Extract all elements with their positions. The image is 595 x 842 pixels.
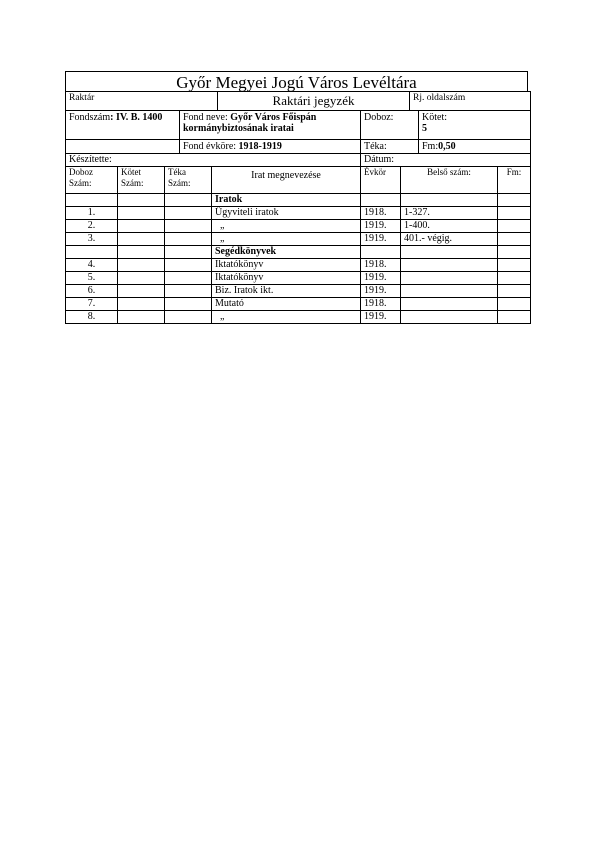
teka-cell xyxy=(165,246,212,259)
table-row xyxy=(66,259,531,272)
irat-cell: Ügyviteli iratok xyxy=(212,207,361,220)
teka-cell xyxy=(165,272,212,285)
evkor-cell xyxy=(361,194,401,207)
evkor-cell: 1919. xyxy=(361,233,401,246)
irat-cell: „ xyxy=(212,311,361,324)
irat-cell: Mutató xyxy=(212,298,361,311)
kotet-cell xyxy=(118,233,165,246)
table-row xyxy=(66,220,531,233)
doboz-cell: 5. xyxy=(66,272,118,285)
fond-neve-value: Győr Város Főispán kormánybiztosának iratai xyxy=(183,112,317,134)
irat-cell: Biz. Iratok ikt. xyxy=(212,285,361,298)
fond-neve-label: Fond neve: xyxy=(183,112,231,123)
fm-cell xyxy=(419,140,531,154)
raktar-label: Raktár xyxy=(66,92,218,111)
kotet-cell xyxy=(419,111,531,140)
doboz-cell: 4. xyxy=(66,259,118,272)
table-row xyxy=(66,194,531,207)
kotet-cell xyxy=(118,298,165,311)
doboz-cell: 2. xyxy=(66,220,118,233)
fm-cell xyxy=(498,246,531,259)
table-row xyxy=(66,246,531,259)
teka-cell xyxy=(165,220,212,233)
fond-evkore-label: Fond évköre: xyxy=(183,141,239,152)
header-row-4 xyxy=(65,153,531,167)
table-row xyxy=(66,298,531,311)
doboz-cell xyxy=(66,246,118,259)
table-row xyxy=(66,272,531,285)
belso-cell: 401.- végig. xyxy=(401,233,498,246)
belso-cell xyxy=(401,272,498,285)
evkor-cell: 1919. xyxy=(361,285,401,298)
teka-cell xyxy=(165,259,212,272)
fm-label: Fm: xyxy=(422,141,439,152)
datum-label: Dátum: xyxy=(361,154,531,167)
col-irat-header: Irat megnevezése xyxy=(212,167,361,194)
evkor-cell: 1919. xyxy=(361,311,401,324)
belso-cell xyxy=(401,246,498,259)
irat-cell: „ xyxy=(212,233,361,246)
fond-neve-cell xyxy=(180,111,361,140)
evkor-cell: 1919. xyxy=(361,220,401,233)
header-row-1 xyxy=(65,91,531,111)
kotet-cell xyxy=(118,220,165,233)
fm-cell xyxy=(498,259,531,272)
teka-cell xyxy=(165,298,212,311)
col-belso-header: Belső szám: xyxy=(401,167,498,194)
doboz-cell: 1. xyxy=(66,207,118,220)
rj-oldalszam-label: Rj. oldalszám xyxy=(410,92,531,111)
doboz-cell: 3. xyxy=(66,233,118,246)
kotet-cell xyxy=(118,246,165,259)
doboz-cell xyxy=(66,194,118,207)
raktari-jegyzek-label: Raktári jegyzék xyxy=(218,92,410,111)
col-evkor-header: Évkör xyxy=(361,167,401,194)
col-doboz-header: Doboz Szám: xyxy=(66,167,118,194)
archive-title: Győr Megyei Jogú Város Levéltára xyxy=(65,71,528,92)
belso-cell: 1-400. xyxy=(401,220,498,233)
fm-cell xyxy=(498,272,531,285)
col-teka-header: Téka Szám: xyxy=(165,167,212,194)
belso-cell xyxy=(401,285,498,298)
inventory-table xyxy=(65,166,531,324)
fm-cell xyxy=(498,233,531,246)
header-row-3 xyxy=(65,139,531,154)
evkor-cell: 1918. xyxy=(361,207,401,220)
fm-cell xyxy=(498,311,531,324)
fm-cell xyxy=(498,298,531,311)
kotet-cell xyxy=(118,194,165,207)
fm-cell xyxy=(498,207,531,220)
fm-cell xyxy=(498,194,531,207)
teka-cell xyxy=(165,285,212,298)
doboz-label: Doboz: xyxy=(361,111,419,140)
table-row xyxy=(66,233,531,246)
fm-cell xyxy=(498,220,531,233)
irat-cell: Iratok xyxy=(212,194,361,207)
kotet-value: 5 xyxy=(422,123,427,134)
irat-cell: Iktatókönyv xyxy=(212,272,361,285)
fondszam-cell xyxy=(66,111,180,140)
teka-cell xyxy=(165,207,212,220)
fond-evkore-value: 1918-1919 xyxy=(238,141,282,152)
belso-cell xyxy=(401,311,498,324)
header-row-2 xyxy=(65,110,531,140)
teka-label: Téka: xyxy=(361,140,419,154)
kotet-cell xyxy=(118,272,165,285)
teka-cell xyxy=(165,311,212,324)
kotet-label: Kötet: xyxy=(422,112,447,123)
col-fm-header: Fm: xyxy=(498,167,531,194)
table-row xyxy=(66,285,531,298)
table-row xyxy=(66,311,531,324)
belso-cell xyxy=(401,259,498,272)
evkor-cell: 1918. xyxy=(361,298,401,311)
doboz-cell: 8. xyxy=(66,311,118,324)
col-kotet-header: Kötet Szám: xyxy=(118,167,165,194)
belso-cell xyxy=(401,194,498,207)
irat-cell: „ xyxy=(212,220,361,233)
irat-cell: Iktatókönyv xyxy=(212,259,361,272)
fm-cell xyxy=(498,285,531,298)
doboz-cell: 7. xyxy=(66,298,118,311)
kotet-cell xyxy=(118,311,165,324)
belso-cell xyxy=(401,298,498,311)
kotet-cell xyxy=(118,259,165,272)
teka-cell xyxy=(165,233,212,246)
table-header-row xyxy=(66,167,531,194)
table-row xyxy=(66,207,531,220)
belso-cell: 1-327. xyxy=(401,207,498,220)
evkor-cell xyxy=(361,246,401,259)
irat-cell: Segédkönyvek xyxy=(212,246,361,259)
fond-evkore-cell xyxy=(180,140,361,154)
fm-value: 0,50 xyxy=(438,141,456,152)
fondszam-value: : IV. B. 1400 xyxy=(110,112,163,123)
kotet-cell xyxy=(118,285,165,298)
evkor-cell: 1918. xyxy=(361,259,401,272)
doboz-cell: 6. xyxy=(66,285,118,298)
keszitette-label: Készítette: xyxy=(66,154,361,167)
teka-cell xyxy=(165,194,212,207)
kotet-cell xyxy=(118,207,165,220)
fondszam-label: Fondszám xyxy=(69,112,111,123)
evkor-cell: 1919. xyxy=(361,272,401,285)
